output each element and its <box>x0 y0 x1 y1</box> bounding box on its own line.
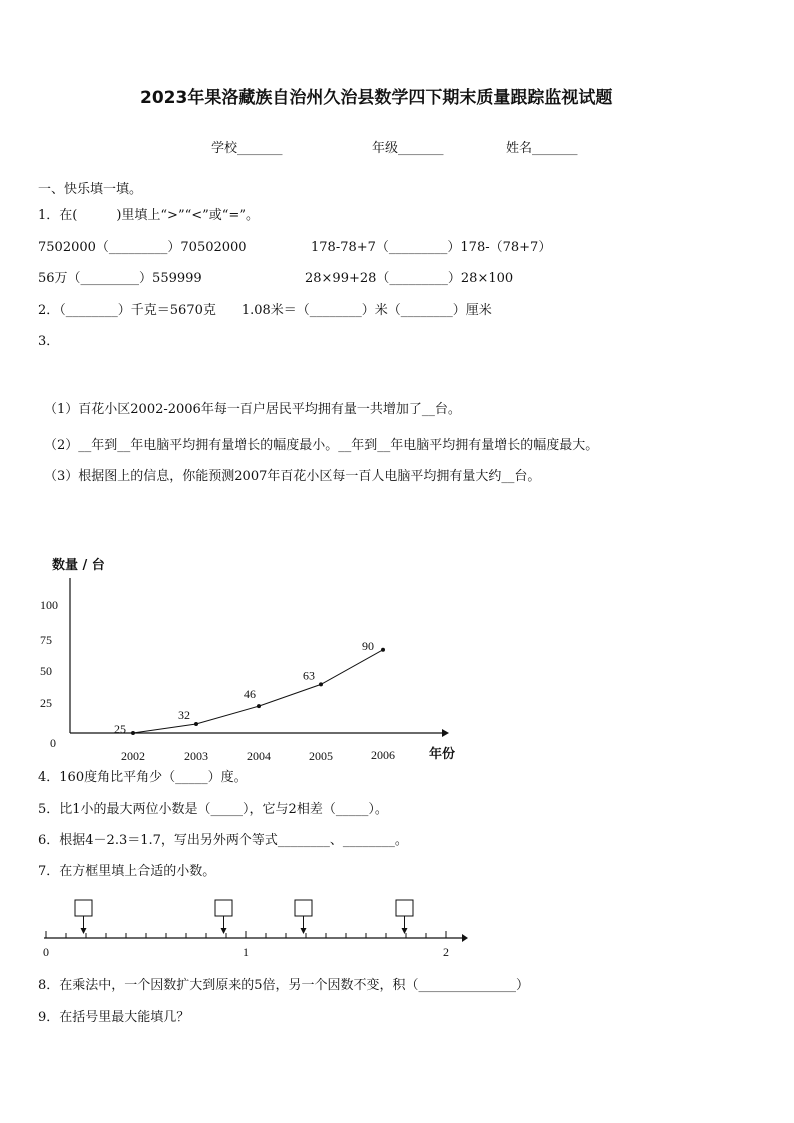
data-label: 46 <box>244 687 256 702</box>
data-label: 63 <box>303 668 315 683</box>
question-7-stem: 7．在方框里填上合适的小数。 <box>38 864 216 879</box>
question-1-stem: 1．在( )里填上“>”“<”或“=”。 <box>38 208 259 223</box>
number-line-arrow-icon <box>462 934 468 942</box>
y-axis-title: 数量 / 台 <box>52 558 105 573</box>
question-5: 5．比1小的最大两位小数是（_____），它与2相差（_____）。 <box>38 802 388 817</box>
x-tick-label: 2005 <box>309 749 333 763</box>
y-tick-label: 100 <box>40 598 58 612</box>
x-tick-label: 2002 <box>121 749 145 763</box>
number-line-label-0: 0 <box>43 945 49 959</box>
question-4: 4．160度角比平角少（_____）度。 <box>38 770 247 785</box>
question-1-c: 56万（_________）559999 <box>38 271 202 286</box>
question-3-sub-1: （1）百花小区2002-2006年每一百户居民平均拥有量一共增加了__台。 <box>44 402 461 417</box>
question-1-b: 178-78+7（_________）178-（78+7） <box>311 240 552 255</box>
question-8: 8．在乘法中，一个因数扩大到原来的5倍，另一个因数不变，积（_______________） <box>38 978 530 993</box>
y-tick-label: 25 <box>40 696 52 710</box>
question-9: 9．在括号里最大能填几？ <box>38 1010 190 1025</box>
question-3-sub-2: （2）__年到__年电脑平均拥有量增长的幅度最小。__年到__年电脑平均拥有量增长的幅度最大。 <box>44 438 599 453</box>
page-title: 2023年果洛藏族自治州久治县数学四下期末质量跟踪监视试题 <box>140 88 613 108</box>
answer-box-4[interactable] <box>396 900 413 934</box>
x-tick-label: 2006 <box>371 748 395 762</box>
question-1-d: 28×99+28（_________）28×100 <box>305 271 514 286</box>
x-tick-label: 2004 <box>247 749 271 763</box>
x-tick-label: 2003 <box>184 749 208 763</box>
x-axis-title: 年份 <box>429 747 456 762</box>
data-label: 25 <box>114 722 126 736</box>
data-label: 90 <box>362 638 374 653</box>
y-tick-label: 0 <box>50 736 56 750</box>
answer-box-2[interactable] <box>215 900 232 934</box>
question-1-a: 7502000（_________）70502000 <box>38 240 247 255</box>
question-6: 6．根据4－2.3＝1.7，写出另外两个等式________、________。 <box>38 833 408 848</box>
data-label: 32 <box>178 708 190 722</box>
down-arrow-icon <box>402 928 408 934</box>
section-heading: 一、快乐填一填。 <box>38 182 143 197</box>
question-2: 2．（________）千克＝5670克 1.08米＝（________）米（________）厘米 <box>38 303 492 318</box>
number-line-ticks <box>46 931 446 938</box>
answer-box-1[interactable] <box>75 900 92 934</box>
question-3-sub-3: （3）根据图上的信息，你能预测2007年百花小区每一百人电脑平均拥有量大约__台。 <box>44 469 541 484</box>
y-tick-label: 75 <box>40 633 52 647</box>
answer-box-3[interactable] <box>295 900 312 934</box>
name-field: 姓名_______ <box>506 141 578 156</box>
y-tick-label: 50 <box>40 664 52 678</box>
question-3-number: 3． <box>38 334 60 349</box>
number-line-label-2: 2 <box>443 945 449 959</box>
school-field: 学校_______ <box>211 141 283 156</box>
number-line-label-1: 1 <box>243 945 249 959</box>
grade-field: 年级_______ <box>372 141 444 156</box>
